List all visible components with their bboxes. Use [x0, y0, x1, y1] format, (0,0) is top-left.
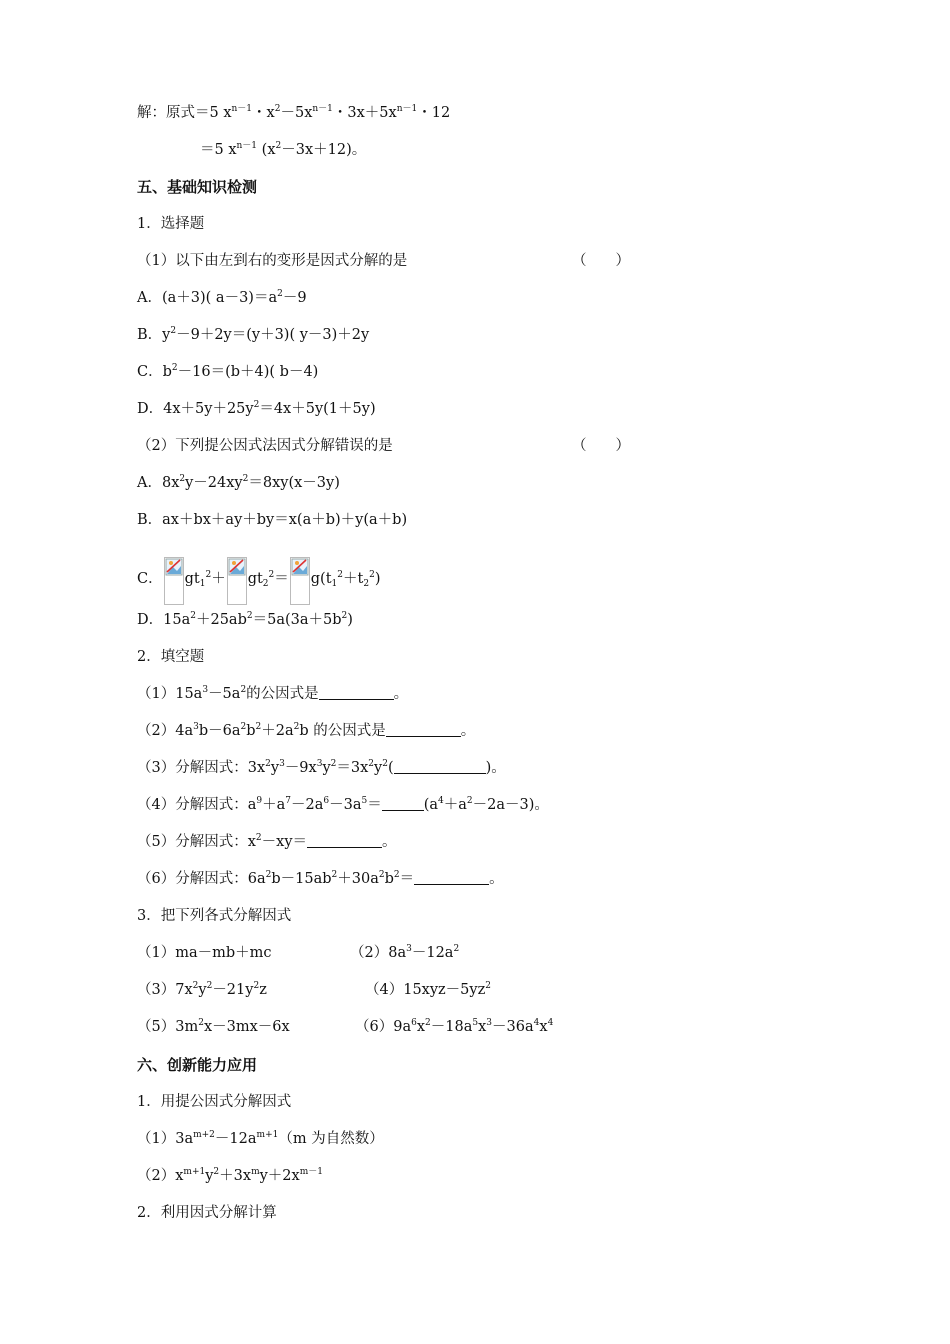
text: ＋25ab [195, 612, 247, 628]
text: ) [374, 571, 381, 587]
answer-blank[interactable] [394, 758, 486, 774]
text: gt [184, 571, 200, 587]
text: ＋a [262, 797, 286, 813]
q1-p1-option-a [137, 286, 307, 310]
text: （m 为自然数） [278, 1131, 384, 1147]
q3-item-6 [355, 1015, 553, 1039]
text: （1）以下由左到右的变形是因式分解的是 [137, 253, 408, 269]
exponent: m [251, 1167, 260, 1177]
text: B．ax＋bx＋ay＋by＝x(a＋b)＋y(a＋b) [137, 512, 408, 528]
text: （2）下列提公因式法因式分解错误的是 [137, 438, 393, 454]
answer-blank[interactable] [307, 832, 382, 848]
subscript: 1 [331, 579, 338, 589]
text: y [374, 760, 383, 776]
subscript: 1 [199, 579, 206, 589]
text: y－24xy [185, 475, 243, 491]
text: （5）3m [137, 1019, 199, 1035]
exponent: 2 [265, 870, 272, 880]
text: （1）ma－mb＋mc [137, 945, 272, 961]
solution-line-2 [200, 138, 366, 162]
exponent: n－1 [396, 104, 418, 114]
q2-title: 2．填空题 [137, 649, 205, 665]
text: ＋t [343, 571, 364, 587]
q2-fill-2 [137, 719, 475, 743]
q3-title: 3．把下列各式分解因式 [137, 908, 292, 924]
s6-q1-p1 [137, 1127, 384, 1151]
exponent: 2 [170, 326, 177, 336]
exponent: 2 [275, 141, 282, 151]
q3-item-5 [137, 1015, 290, 1039]
text: D．4x＋5y＋25y [137, 401, 254, 417]
exponent: 4 [438, 796, 444, 806]
exponent: 2 [190, 611, 196, 621]
text: x－3mx－6x [203, 1019, 290, 1035]
text: （6）分解因式：6a [137, 871, 266, 887]
exponent: 2 [368, 759, 375, 769]
exponent: 3 [279, 759, 285, 769]
text: b－15ab [271, 871, 332, 887]
text: －xy＝ [261, 834, 308, 850]
text: （3）分解因式：3x [137, 760, 266, 776]
exponent: 4 [547, 1018, 554, 1028]
text: ＋ [211, 571, 226, 587]
text: －2a [291, 797, 324, 813]
exponent: 2 [425, 1018, 431, 1028]
text: y [322, 760, 331, 776]
text: b [384, 871, 394, 887]
text: 。 [460, 723, 476, 739]
q1-p1-option-b [137, 323, 369, 347]
exponent: 2 [171, 363, 178, 373]
text: 。 [489, 871, 504, 887]
q3-item-1 [137, 941, 272, 965]
exponent: 2 [253, 981, 260, 991]
text: ( [387, 760, 394, 776]
answer-blank[interactable] [386, 721, 461, 737]
q1-p2-option-d [137, 608, 353, 632]
exponent: 2 [240, 685, 247, 695]
text: ・12 [417, 105, 451, 121]
text: ＝ [399, 871, 415, 887]
exponent: 9 [256, 796, 263, 806]
q3-item-2 [350, 941, 459, 965]
text: ＋a [443, 797, 467, 813]
text: b 的公因式是 [299, 723, 386, 739]
exponent: 2 [337, 570, 344, 580]
q1-p1-option-d [137, 397, 376, 421]
text: －9＋2y＝(y＋3)( y－3)＋2y [176, 327, 370, 343]
s6-q1-p2 [137, 1164, 323, 1188]
text: x [478, 1019, 487, 1035]
q2-fill-1 [137, 682, 408, 706]
text: －12a [214, 1131, 257, 1147]
text: ＋30a [337, 871, 379, 887]
text: －3x＋12)。 [281, 142, 367, 158]
answer-parens: （ ） [572, 438, 630, 454]
text: 。 [393, 686, 409, 702]
text: －16＝(b＋4)( b－4) [177, 364, 319, 380]
exponent: m+2 [193, 1130, 215, 1140]
text: ＋3x [219, 1168, 252, 1184]
text: 的公因式是 [246, 686, 319, 702]
broken-image-icon [227, 557, 247, 605]
text: －12a [411, 945, 454, 961]
exponent: 2 [330, 759, 337, 769]
text: y [198, 982, 207, 998]
text: C．b [137, 364, 172, 380]
exponent: 2 [198, 1018, 204, 1028]
exponent: 3 [406, 944, 412, 954]
text: gt [247, 571, 263, 587]
text: （3）7x [137, 982, 193, 998]
text: ＋2a [261, 723, 294, 739]
exponent: 2 [378, 870, 385, 880]
text: ・x [252, 105, 275, 121]
subscript: 2 [262, 579, 269, 589]
exponent: 2 [293, 722, 300, 732]
exponent: 2 [253, 400, 260, 410]
text: －18a [430, 1019, 473, 1035]
s6-q2-title: 2．利用因式分解计算 [137, 1205, 277, 1221]
exponent: 4 [533, 1018, 540, 1028]
exponent: 2 [277, 289, 283, 299]
text: （2）8a [350, 945, 407, 961]
exponent: 7 [285, 796, 291, 806]
text: (x [257, 142, 276, 158]
s6-q1-title: 1．用提公因式分解因式 [137, 1094, 292, 1110]
q1-title: 1．选择题 [137, 216, 205, 232]
text: ＝ [274, 571, 289, 587]
text: (a [423, 797, 439, 813]
text: b－6a [198, 723, 241, 739]
exponent: 2 [485, 981, 491, 991]
exponent: 2 [265, 759, 271, 769]
text: g(t [310, 571, 332, 587]
q2-fill-6 [137, 867, 504, 891]
subscript: 2 [363, 579, 370, 589]
text: 。 [382, 834, 397, 850]
text: D．15a [137, 612, 191, 628]
text: ) [347, 612, 353, 628]
q1-p2-option-c [137, 557, 381, 589]
text: z [259, 982, 267, 998]
text: （2）4a [137, 723, 194, 739]
answer-parens: （ ） [572, 253, 630, 269]
exponent: 3 [193, 722, 199, 732]
text: －3a [329, 797, 362, 813]
q1-p2-option-b [137, 508, 407, 532]
q2-fill-5 [137, 830, 397, 854]
q3-item-4 [365, 978, 491, 1002]
answer-blank[interactable] [319, 684, 394, 700]
solution-line-1 [137, 101, 450, 125]
section-5-heading: 五、基础知识检测 [137, 178, 258, 196]
exponent: 2 [192, 981, 199, 991]
q1-p2-option-a [137, 471, 340, 495]
exponent: 5 [472, 1018, 479, 1028]
text: ＝ [367, 797, 382, 813]
text: ＝3x [336, 760, 369, 776]
exponent: 2 [213, 1167, 220, 1177]
text: C． [137, 571, 163, 587]
text: －9x [284, 760, 317, 776]
answer-blank[interactable] [382, 795, 424, 811]
exponent: 2 [382, 759, 388, 769]
q3-item-3 [137, 978, 267, 1002]
exponent: 3 [486, 1018, 493, 1028]
exponent: 2 [393, 870, 400, 880]
text: ＝5 x [200, 142, 237, 158]
text: （2）x [137, 1168, 184, 1184]
q1-p1-stem [137, 249, 407, 273]
text: （1）3a [137, 1131, 194, 1147]
text: －2a－3)。 [472, 797, 549, 813]
text: （1）15a [137, 686, 203, 702]
exponent: 5 [361, 796, 368, 806]
text: y＋2x [259, 1168, 300, 1184]
exponent: 2 [274, 104, 281, 114]
text: 解：原式＝5 x [137, 105, 232, 121]
text: x [539, 1019, 548, 1035]
exponent: 2 [255, 722, 262, 732]
exponent: 2 [268, 570, 275, 580]
exponent: 2 [331, 870, 338, 880]
exponent: 2 [246, 611, 253, 621]
text: x [416, 1019, 426, 1035]
text: y [270, 760, 280, 776]
text: A．8x [137, 475, 180, 491]
q1-p2-stem [137, 434, 393, 458]
q1-p1-option-c [137, 360, 318, 384]
exponent: n－1 [231, 104, 253, 114]
text: （4）15xyz－5yz [365, 982, 486, 998]
text: （4）分解因式：a [137, 797, 257, 813]
text: （6）9a [355, 1019, 412, 1035]
text: ＝8xy(x－3y) [248, 475, 340, 491]
exponent: 2 [341, 611, 348, 621]
section-6-heading: 六、创新能力应用 [137, 1056, 258, 1074]
text: A．(a＋3)( a－3)＝a [137, 290, 278, 306]
exponent: 2 [206, 981, 213, 991]
exponent: m+1 [256, 1130, 279, 1140]
exponent: 2 [369, 570, 375, 580]
text: ＝5a(3a＋5b [252, 612, 342, 628]
text: －5a [208, 686, 241, 702]
text: －5x [280, 105, 313, 121]
exponent: 2 [255, 833, 262, 843]
exponent: 2 [453, 944, 460, 954]
answer-blank[interactable] [414, 869, 489, 885]
text: )。 [485, 760, 506, 776]
exponent: 2 [242, 474, 249, 484]
exponent: 3 [316, 759, 323, 769]
q2-fill-3 [137, 756, 506, 780]
text: －36a [492, 1019, 534, 1035]
text: （5）分解因式：x [137, 834, 256, 850]
exponent: m－1 [299, 1167, 323, 1177]
text: －21y [212, 982, 254, 998]
exponent: 2 [466, 796, 473, 806]
text: B．y [137, 327, 171, 343]
text: y [205, 1168, 214, 1184]
text: －9 [282, 290, 307, 306]
exponent: 3 [202, 685, 209, 695]
exponent: n－1 [312, 104, 333, 114]
exponent: m+1 [183, 1167, 206, 1177]
text: ・3x＋5x [332, 105, 397, 121]
broken-image-icon [290, 557, 310, 605]
text: ＝4x＋5y(1＋5y) [259, 401, 376, 417]
exponent: 2 [205, 570, 212, 580]
q2-fill-4 [137, 793, 549, 817]
broken-image-icon [164, 557, 184, 605]
text: b [246, 723, 256, 739]
exponent: 2 [179, 474, 186, 484]
exponent: 6 [411, 1018, 417, 1028]
exponent: n－1 [236, 141, 258, 151]
exponent: 2 [240, 722, 247, 732]
exponent: 6 [323, 796, 330, 806]
